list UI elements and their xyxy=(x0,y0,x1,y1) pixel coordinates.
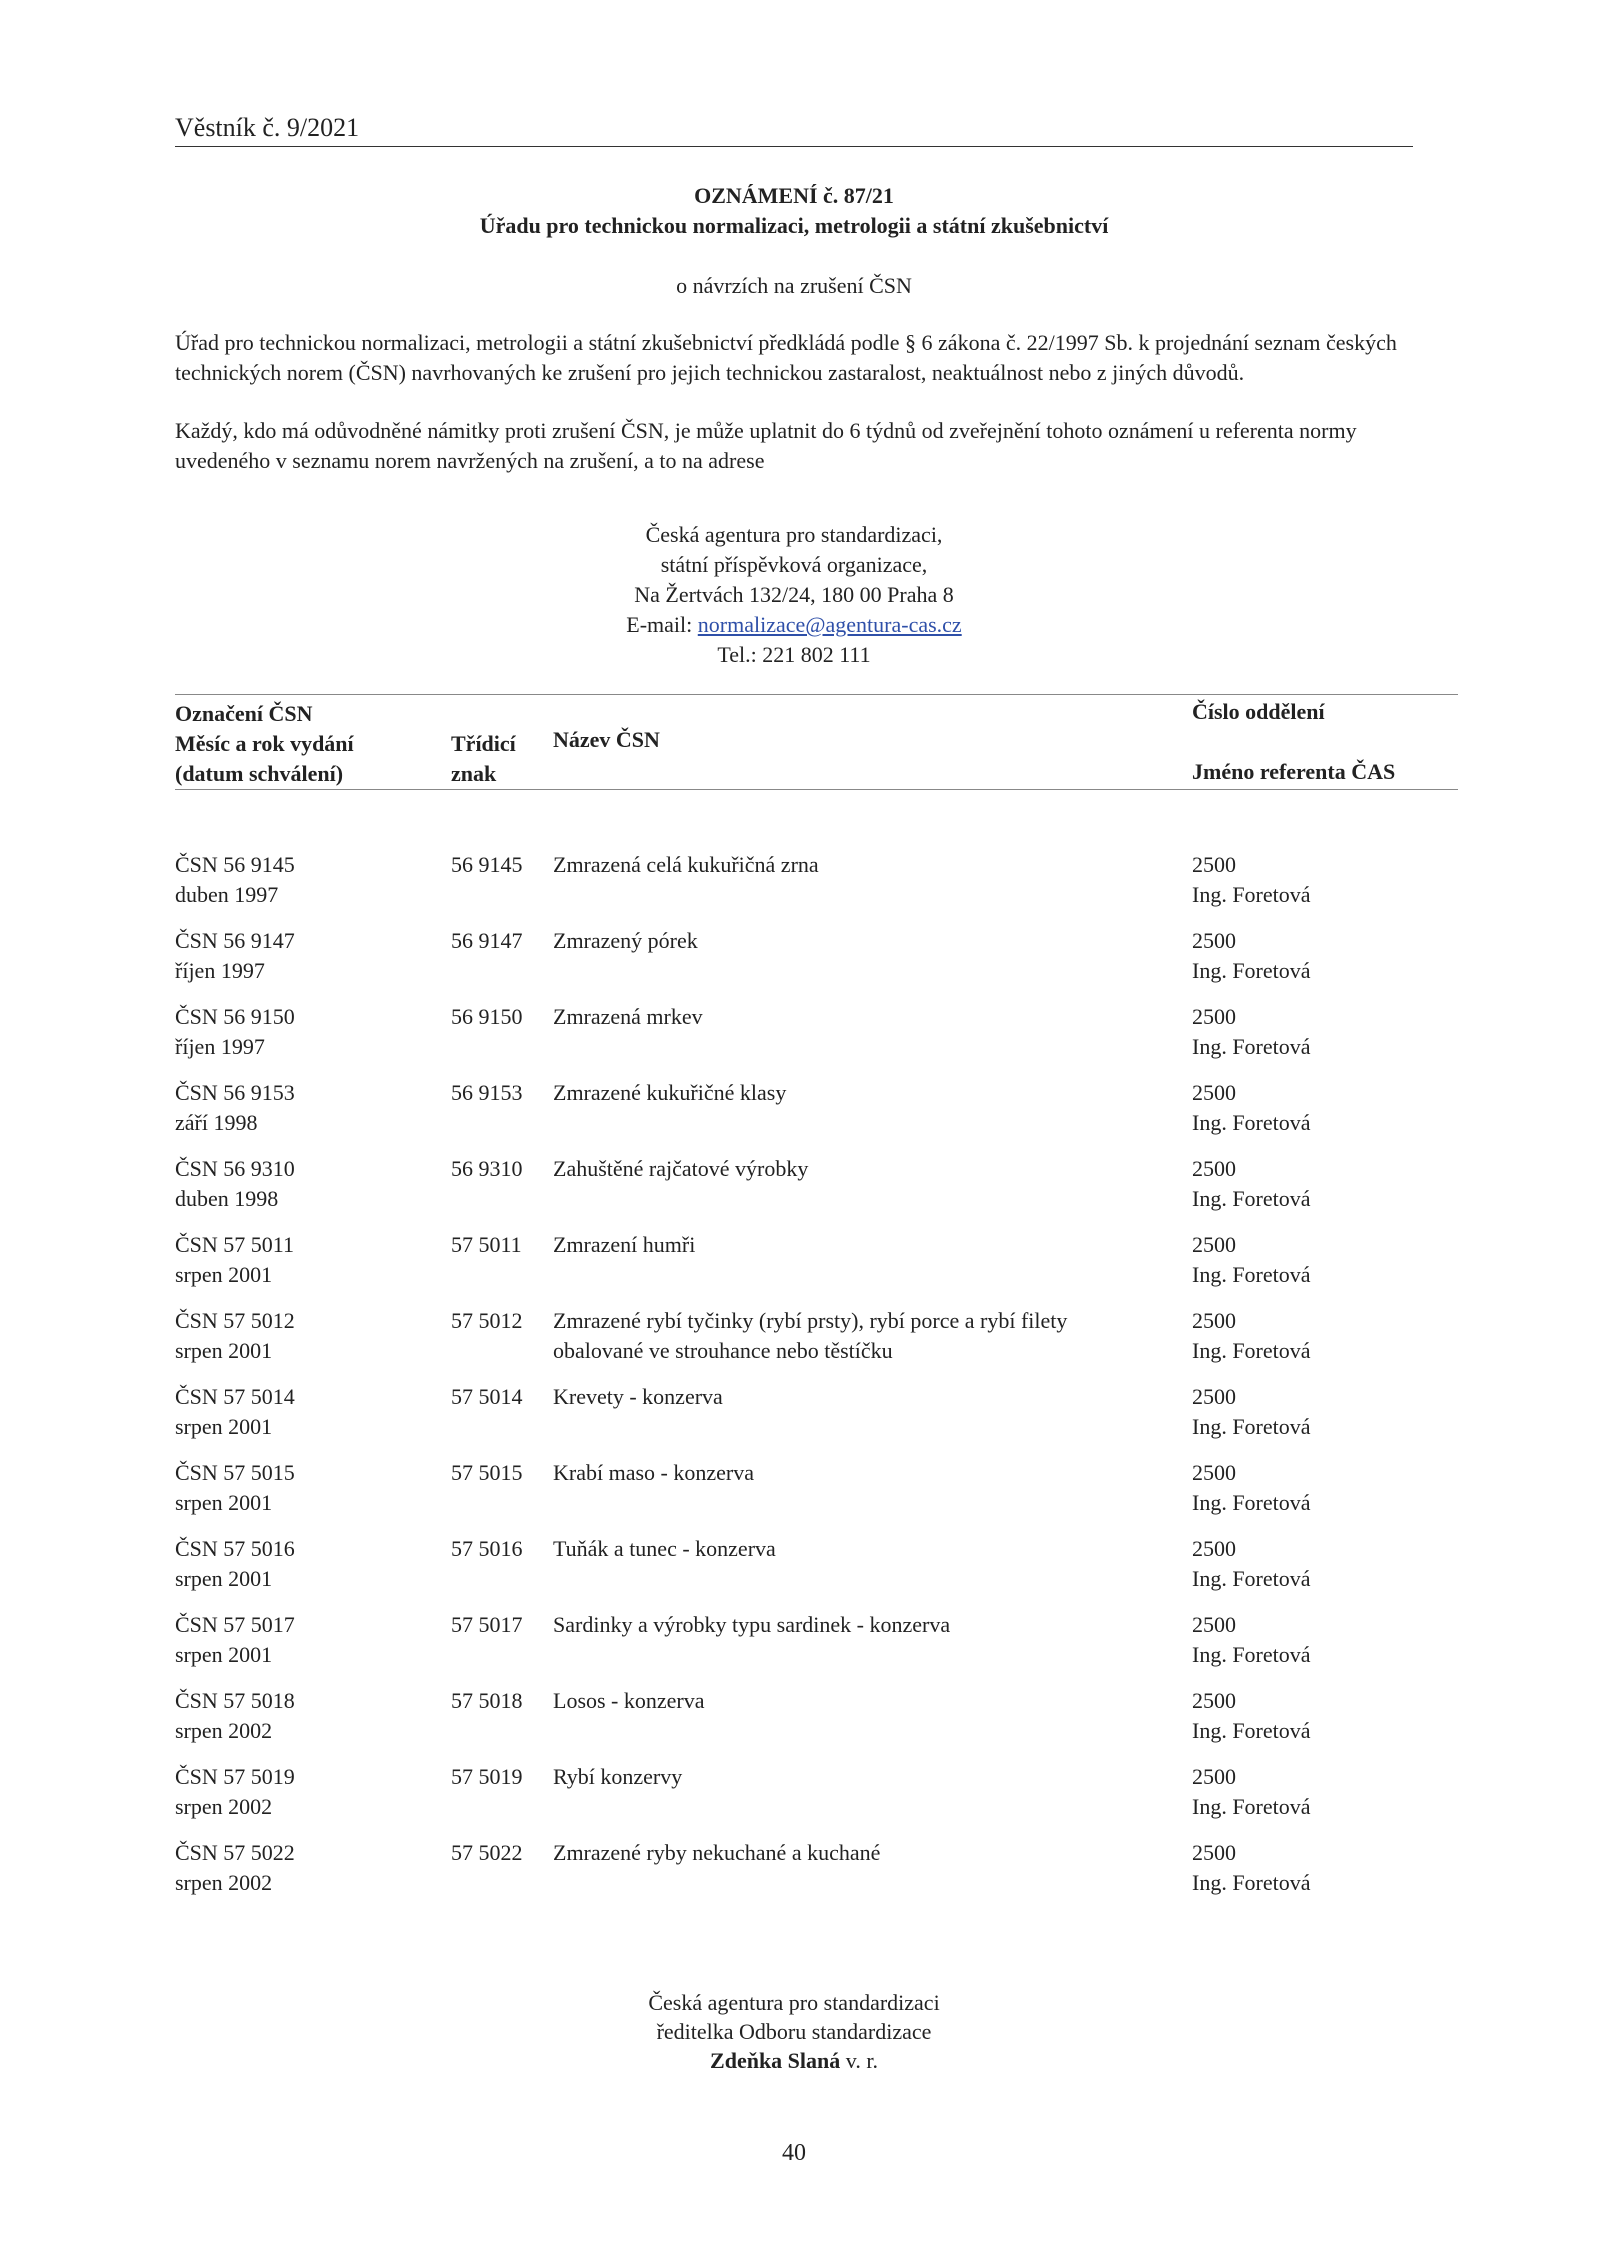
cell-designation xyxy=(175,1002,445,1062)
referent-text: Ing. Foretová xyxy=(1192,1794,1311,1819)
page-number: 40 xyxy=(782,2140,806,2166)
date-text: duben 1998 xyxy=(175,1186,279,1211)
cell-designation xyxy=(175,1686,445,1746)
department-text: 2500 xyxy=(1192,1840,1236,1865)
table-row xyxy=(175,1306,1458,1382)
table-row xyxy=(175,1230,1458,1306)
cell-referent xyxy=(1192,926,1452,986)
name-text-continued: obalované ve strouhance nebo těstíčku xyxy=(553,1338,893,1363)
designation-text: ČSN 56 9150 xyxy=(175,1004,295,1029)
designation-text: ČSN 57 5017 xyxy=(175,1612,295,1637)
cell-code: 57 5015 xyxy=(451,1460,523,1485)
cell-code: 57 5014 xyxy=(451,1384,523,1409)
department-text: 2500 xyxy=(1192,1232,1236,1257)
table-row xyxy=(175,1002,1458,1078)
announcement-subtitle: Úřadu pro technickou normalizaci, metrologii a státní zkušebnictví xyxy=(479,213,1109,238)
department-text: 2500 xyxy=(1192,1156,1236,1181)
cell-designation xyxy=(175,1382,445,1442)
cell-code: 56 9310 xyxy=(451,1156,523,1181)
cell-code: 57 5022 xyxy=(451,1840,523,1865)
referent-text: Ing. Foretová xyxy=(1192,882,1311,907)
referent-text: Ing. Foretová xyxy=(1192,1870,1311,1895)
cell-designation xyxy=(175,1154,445,1214)
cell-code: 57 5019 xyxy=(451,1764,523,1789)
phone-line: Tel.: 221 802 111 xyxy=(717,642,871,667)
name-text: Zmrazená mrkev xyxy=(553,1004,703,1029)
cell-name xyxy=(553,1838,1173,1868)
department-text: 2500 xyxy=(1192,1308,1236,1333)
cell-name xyxy=(553,1686,1173,1716)
date-text: srpen 2001 xyxy=(175,1566,273,1591)
header-name: Název ČSN xyxy=(553,727,660,752)
referent-text: Ing. Foretová xyxy=(1192,1262,1311,1287)
date-text: srpen 2001 xyxy=(175,1338,273,1363)
cell-name xyxy=(553,1458,1173,1488)
cell-name xyxy=(553,1002,1173,1032)
signature-role: ředitelka Odboru standardizace xyxy=(656,2019,932,2044)
header-text: Třídicí xyxy=(451,731,516,756)
referent-text: Ing. Foretová xyxy=(1192,1414,1311,1439)
designation-text: ČSN 56 9147 xyxy=(175,928,295,953)
cell-referent xyxy=(1192,1154,1452,1214)
designation-text: ČSN 56 9145 xyxy=(175,852,295,877)
referent-text: Ing. Foretová xyxy=(1192,1186,1311,1211)
table-header xyxy=(175,694,1458,790)
table-row xyxy=(175,1610,1458,1686)
cell-designation xyxy=(175,1230,445,1290)
referent-text: Ing. Foretová xyxy=(1192,1110,1311,1135)
designation-text: ČSN 57 5015 xyxy=(175,1460,295,1485)
name-text: Sardinky a výrobky typu sardinek - konzerva xyxy=(553,1612,951,1637)
department-text: 2500 xyxy=(1192,1764,1236,1789)
referent-text: Ing. Foretová xyxy=(1192,1718,1311,1743)
department-text: 2500 xyxy=(1192,852,1236,877)
cell-referent xyxy=(1192,1534,1452,1594)
table-row xyxy=(175,1458,1458,1534)
cell-designation xyxy=(175,926,445,986)
name-text: Krabí maso - konzerva xyxy=(553,1460,754,1485)
announcement-title: OZNÁMENÍ č. 87/21 xyxy=(694,183,894,208)
date-text: srpen 2002 xyxy=(175,1794,273,1819)
table-row xyxy=(175,1154,1458,1230)
referent-text: Ing. Foretová xyxy=(1192,958,1311,983)
cell-code: 57 5012 xyxy=(451,1308,523,1333)
signature-block xyxy=(175,1988,1413,2075)
cell-referent xyxy=(1192,1382,1452,1442)
cell-referent xyxy=(1192,850,1452,910)
cell-name xyxy=(553,850,1173,880)
name-text: Rybí konzervy xyxy=(553,1764,683,1789)
intro-paragraph: Úřad pro technickou normalizaci, metrologii a státní zkušebnictví předkládá podle § 6 zákona č. 22/1997 Sb. k projednání seznam českých technických norem (ČSN) navrhovaných ke zrušení pro jejich technickou zastaralost, neaktuálnost nebo z jiných důvodů. xyxy=(175,330,1397,385)
cell-name xyxy=(553,1154,1173,1184)
announcement-topic: o návrzích na zrušení ČSN xyxy=(676,273,912,298)
date-text: srpen 2002 xyxy=(175,1870,273,1895)
table-row xyxy=(175,1078,1458,1154)
cell-referent xyxy=(1192,1002,1452,1062)
date-text: srpen 2001 xyxy=(175,1262,273,1287)
table-row xyxy=(175,1762,1458,1838)
email-line xyxy=(175,610,1413,640)
cell-code: 57 5018 xyxy=(451,1688,523,1713)
name-text: Zmrazené ryby nekuchané a kuchané xyxy=(553,1840,881,1865)
cell-code: 57 5016 xyxy=(451,1536,523,1561)
referent-text: Ing. Foretová xyxy=(1192,1338,1311,1363)
cell-code: 57 5011 xyxy=(451,1232,522,1257)
cell-name xyxy=(553,1078,1173,1108)
cell-name xyxy=(553,1230,1173,1260)
date-text: srpen 2001 xyxy=(175,1642,273,1667)
signature-name: Zdeňka Slaná xyxy=(710,2048,841,2073)
designation-text: ČSN 57 5012 xyxy=(175,1308,295,1333)
table-row xyxy=(175,850,1458,926)
name-text: Krevety - konzerva xyxy=(553,1384,723,1409)
cell-name xyxy=(553,926,1173,956)
cell-referent xyxy=(1192,1610,1452,1670)
designation-text: ČSN 56 9310 xyxy=(175,1156,295,1181)
cell-designation xyxy=(175,1838,445,1898)
address-line: státní příspěvková organizace, xyxy=(660,552,928,577)
header-text: Označení ČSN xyxy=(175,701,313,726)
cell-designation xyxy=(175,1534,445,1594)
date-text: srpen 2002 xyxy=(175,1718,273,1743)
name-text: Zmrazená celá kukuřičná zrna xyxy=(553,852,819,877)
designation-text: ČSN 57 5016 xyxy=(175,1536,295,1561)
table-row xyxy=(175,1686,1458,1762)
cell-code: 56 9147 xyxy=(451,928,523,953)
header-text: znak xyxy=(451,761,497,786)
table-row xyxy=(175,1838,1458,1914)
cell-name xyxy=(553,1610,1173,1640)
email-label: E-mail: xyxy=(626,612,698,637)
designation-text: ČSN 57 5019 xyxy=(175,1764,295,1789)
address-block xyxy=(175,520,1413,670)
department-text: 2500 xyxy=(1192,1384,1236,1409)
page-header xyxy=(175,110,1413,147)
cell-code: 56 9153 xyxy=(451,1080,523,1105)
department-text: 2500 xyxy=(1192,1004,1236,1029)
date-text: srpen 2001 xyxy=(175,1490,273,1515)
designation-text: ČSN 57 5011 xyxy=(175,1232,294,1257)
cell-referent xyxy=(1192,1078,1452,1138)
referent-text: Ing. Foretová xyxy=(1192,1642,1311,1667)
date-text: říjen 1997 xyxy=(175,1034,265,1059)
referent-text: Ing. Foretová xyxy=(1192,1034,1311,1059)
cell-referent xyxy=(1192,1686,1452,1746)
header-text: Měsíc a rok vydání xyxy=(175,731,354,756)
address-line: Na Žertvách 132/24, 180 00 Praha 8 xyxy=(634,582,954,607)
designation-text: ČSN 57 5018 xyxy=(175,1688,295,1713)
cell-referent xyxy=(1192,1838,1452,1898)
department-text: 2500 xyxy=(1192,1536,1236,1561)
cell-referent xyxy=(1192,1230,1452,1290)
cell-referent xyxy=(1192,1762,1452,1822)
cell-code: 56 9145 xyxy=(451,852,523,877)
email-link[interactable]: normalizace@agentura-cas.cz xyxy=(697,612,962,637)
name-text: Tuňák a tunec - konzerva xyxy=(553,1536,776,1561)
designation-text: ČSN 57 5022 xyxy=(175,1840,295,1865)
table-row xyxy=(175,926,1458,1002)
designation-text: ČSN 56 9153 xyxy=(175,1080,295,1105)
department-text: 2500 xyxy=(1192,1460,1236,1485)
header-code xyxy=(451,729,516,789)
header-designation xyxy=(175,699,354,789)
header-department: Číslo oddělení xyxy=(1192,699,1325,724)
standards-table xyxy=(175,694,1458,1895)
table-row xyxy=(175,1382,1458,1458)
address-line: Česká agentura pro standardizaci, xyxy=(645,522,943,547)
referent-text: Ing. Foretová xyxy=(1192,1566,1311,1591)
name-text: Zahuštěné rajčatové výrobky xyxy=(553,1156,809,1181)
cell-name xyxy=(553,1382,1173,1412)
header-referent: Jméno referenta ČAS xyxy=(1192,759,1396,784)
department-text: 2500 xyxy=(1192,1080,1236,1105)
table-row xyxy=(175,1534,1458,1610)
cell-designation xyxy=(175,1610,445,1670)
cell-designation xyxy=(175,850,445,910)
date-text: duben 1997 xyxy=(175,882,279,907)
cell-code: 56 9150 xyxy=(451,1004,523,1029)
signature-name-line xyxy=(175,2046,1413,2075)
header-text: (datum schválení) xyxy=(175,761,344,786)
department-text: 2500 xyxy=(1192,1612,1236,1637)
cell-name xyxy=(553,1306,1173,1366)
cell-referent xyxy=(1192,1306,1452,1366)
name-text: Zmrazené kukuřičné klasy xyxy=(553,1080,787,1105)
cell-designation xyxy=(175,1458,445,1518)
bulletin-title: Věstník č. 9/2021 xyxy=(175,113,360,142)
signature-org: Česká agentura pro standardizaci xyxy=(648,1990,940,2015)
objection-paragraph: Každý, kdo má odůvodněné námitky proti zrušení ČSN, je může uplatnit do 6 týdnů od zveřejnění tohoto oznámení u referenta normy uvedeného v seznamu norem navržených na zrušení, a to na adrese xyxy=(175,418,1357,473)
cell-code: 57 5017 xyxy=(451,1612,523,1637)
name-text: Losos - konzerva xyxy=(553,1688,705,1713)
cell-designation xyxy=(175,1078,445,1138)
designation-text: ČSN 57 5014 xyxy=(175,1384,295,1409)
date-text: srpen 2001 xyxy=(175,1414,273,1439)
referent-text: Ing. Foretová xyxy=(1192,1490,1311,1515)
table-body xyxy=(175,850,1458,1914)
name-text: Zmrazený pórek xyxy=(553,928,698,953)
cell-referent xyxy=(1192,1458,1452,1518)
department-text: 2500 xyxy=(1192,928,1236,953)
name-text: Zmrazené rybí tyčinky (rybí prsty), rybí porce a rybí filety xyxy=(553,1308,1068,1333)
date-text: září 1998 xyxy=(175,1110,258,1135)
cell-designation xyxy=(175,1306,445,1366)
cell-designation xyxy=(175,1762,445,1822)
signature-suffix: v. r. xyxy=(840,2048,878,2073)
date-text: říjen 1997 xyxy=(175,958,265,983)
cell-name xyxy=(553,1534,1173,1564)
department-text: 2500 xyxy=(1192,1688,1236,1713)
cell-name xyxy=(553,1762,1173,1792)
name-text: Zmrazení humři xyxy=(553,1232,696,1257)
